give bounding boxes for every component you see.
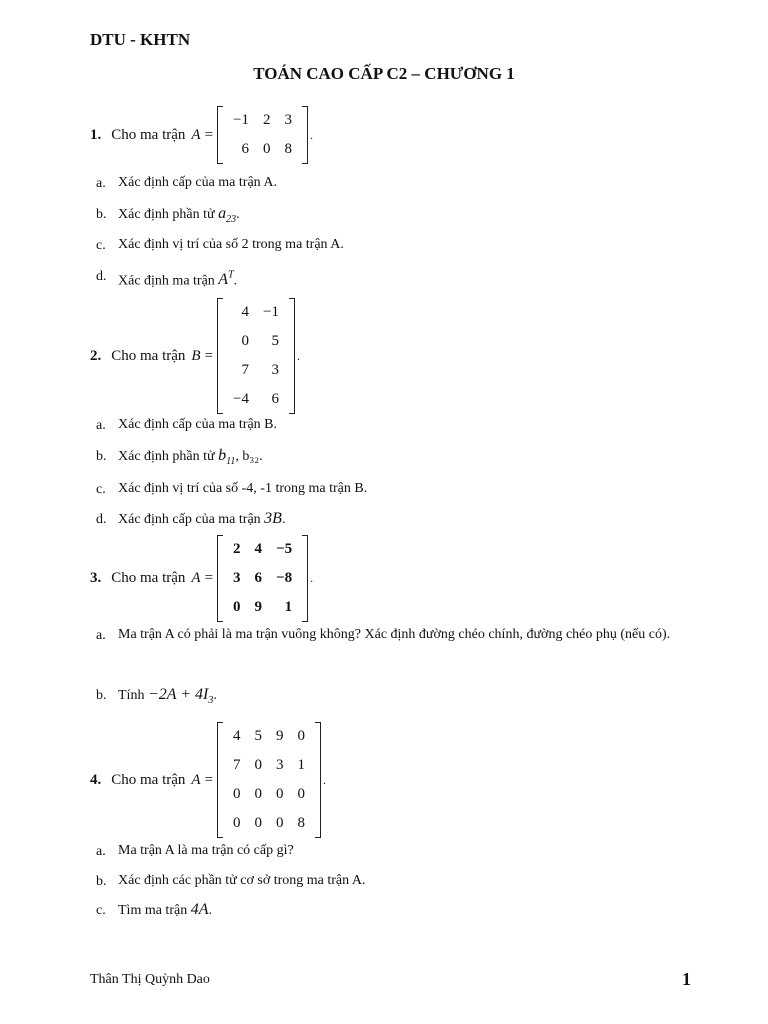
matrix-cell: 0 — [276, 815, 284, 831]
page-number: 1 — [682, 969, 691, 989]
question-item — [96, 512, 678, 536]
matrix — [217, 722, 321, 838]
matrix-cell: 0 — [233, 786, 241, 802]
math-expression: $-2A + 4I_3$ — [147, 686, 214, 707]
question-item — [96, 688, 678, 717]
matrix-cell: 2 — [263, 112, 271, 128]
matrix-cell: 0 — [297, 786, 306, 802]
matrix-cell: 4 — [241, 304, 250, 320]
period: . — [310, 571, 314, 585]
matrix-cell: 0 — [263, 141, 271, 157]
matrix-cell: −1 — [263, 304, 279, 320]
subscript: 23 — [226, 214, 237, 226]
matrix-row — [226, 780, 312, 809]
question-label: d. — [96, 269, 107, 284]
matrix-row — [226, 298, 286, 327]
problem-statement — [90, 106, 313, 164]
matrix-cell: 9 — [254, 599, 263, 615]
matrix-cell: 0 — [241, 333, 250, 349]
question-label: b. — [96, 874, 107, 889]
matrix-cell: −5 — [276, 541, 293, 557]
document-title: TOÁN CAO CẤP C2 – CHƯƠNG 1 — [253, 64, 515, 83]
matrix-cell: 6 — [271, 391, 279, 407]
matrix-table — [226, 298, 286, 414]
problem-number: 4. — [90, 771, 102, 788]
matrix-row — [226, 564, 299, 593]
matrix-cell: 9 — [276, 728, 284, 744]
problem-text: Cho ma trận — [111, 771, 186, 788]
question-text: Tính $-2A + 4I_3$. — [118, 686, 217, 707]
matrix-cell: 0 — [297, 728, 306, 744]
question-item — [96, 628, 678, 651]
question-item — [96, 238, 678, 261]
question-text: Ma trận A có phải là ma trận vuông không? Xác định đường chéo chính, đường chéo phụ (nếu có). — [118, 627, 671, 642]
matrix-cell: 1 — [284, 599, 293, 615]
question-text: Tìm ma trận 4A. — [118, 901, 212, 918]
problem-text: Cho ma trận — [111, 126, 186, 143]
math-expression: 3B — [264, 510, 282, 527]
matrix-row — [226, 722, 312, 751]
question-label: b. — [96, 449, 107, 464]
question-item — [96, 418, 678, 441]
matrix-table — [226, 106, 299, 164]
matrix-variable: B — [191, 347, 201, 364]
matrix-row — [226, 135, 299, 164]
matrix-cell: 0 — [254, 815, 263, 831]
matrix-row — [226, 751, 312, 780]
problem-text: Cho ma trận — [111, 347, 186, 364]
question-label: a. — [96, 844, 106, 859]
matrix-cell: 4 — [233, 728, 241, 744]
problem-statement — [90, 535, 313, 622]
question-text: Ma trận A là ma trận có cấp gì? — [118, 843, 294, 858]
question-item — [96, 269, 678, 297]
question-item — [96, 844, 678, 867]
matrix-cell: 7 — [233, 757, 241, 773]
question-text: Xác định cấp của ma trận B. — [118, 417, 277, 432]
matrix — [217, 106, 308, 164]
matrix-variable: A — [191, 126, 201, 143]
question-text: Xác định cấp của ma trận 3B. — [118, 510, 286, 527]
problem-statement — [90, 298, 300, 414]
matrix-row — [226, 593, 299, 622]
question-label: b. — [96, 688, 107, 703]
question-item — [96, 482, 678, 505]
problem-number: 2. — [90, 347, 102, 364]
matrix-cell: 6 — [254, 570, 263, 586]
matrix-cell: 0 — [276, 786, 284, 802]
period: . — [323, 772, 327, 787]
math-expression: $b_{11}$ — [218, 447, 236, 468]
question-item — [96, 176, 678, 199]
matrix-variable: A — [191, 771, 201, 788]
question-text: Xác định phần tử $b_{11}$, b₃₂. — [118, 447, 263, 468]
matrix — [217, 535, 308, 622]
math-expression: $a_{23}$ — [218, 205, 237, 226]
question-label: b. — [96, 207, 107, 222]
question-label: d. — [96, 512, 107, 527]
matrix-row — [226, 356, 286, 385]
matrix-cell: 0 — [233, 599, 241, 615]
matrix-cell: 3 — [233, 570, 241, 586]
matrix-cell: 3 — [276, 757, 284, 773]
matrix-cell: 5 — [254, 728, 263, 744]
problem-text: Cho ma trận — [111, 570, 186, 586]
matrix-table — [226, 535, 299, 622]
matrix-row — [226, 809, 312, 838]
question-text: Xác định phần tử $a_{23}$. — [118, 205, 240, 226]
question-label: c. — [96, 238, 106, 253]
equals-sign: = — [204, 126, 214, 143]
math-expression: $A^T$ — [218, 270, 234, 289]
matrix-variable: A — [191, 570, 201, 586]
matrix-row — [226, 535, 299, 564]
matrix-row — [226, 106, 299, 135]
matrix-cell: −1 — [233, 112, 250, 128]
matrix-cell: 3 — [284, 112, 293, 128]
matrix-cell: 7 — [241, 362, 250, 378]
subscript: 3 — [208, 695, 214, 707]
matrix-cell: 4 — [254, 541, 263, 557]
question-text: Xác định vị trí của số 2 trong ma trận A. — [118, 237, 344, 252]
matrix-cell: 1 — [297, 757, 306, 773]
matrix-row — [226, 327, 286, 356]
question-item — [96, 903, 678, 927]
matrix-cell: 2 — [233, 541, 241, 557]
matrix-cell: 0 — [233, 815, 241, 831]
equals-sign: = — [204, 347, 214, 364]
matrix-cell: 3 — [271, 362, 279, 378]
matrix-cell: 5 — [271, 333, 279, 349]
question-text: Xác định các phần tử cơ sở trong ma trận A. — [118, 873, 366, 888]
matrix-cell: −4 — [233, 391, 250, 407]
problem-statement — [90, 722, 326, 838]
math-expression: 4A — [190, 901, 209, 918]
question-text: Xác định vị trí của số -4, -1 trong ma trận B. — [118, 481, 368, 496]
matrix-table — [226, 722, 312, 838]
problem-number: 1. — [90, 126, 102, 143]
superscript: T — [228, 270, 234, 281]
document-header: DTU - KHTN — [90, 30, 191, 49]
matrix — [217, 298, 295, 414]
question-label: a. — [96, 418, 106, 433]
question-label: a. — [96, 628, 106, 643]
matrix-cell: 8 — [297, 815, 306, 831]
period: . — [310, 127, 314, 142]
footer-author: Thân Thị Quỳnh Dao — [90, 972, 210, 987]
question-label: c. — [96, 903, 106, 918]
question-text: Xác định cấp của ma trận A. — [118, 175, 277, 190]
matrix-cell: −8 — [276, 570, 293, 586]
matrix-cell: 0 — [254, 786, 263, 802]
question-label: a. — [96, 176, 106, 191]
period: . — [296, 348, 300, 363]
subscript: 11 — [226, 456, 236, 468]
matrix-cell: 8 — [284, 141, 293, 157]
equals-sign: = — [204, 570, 214, 586]
question-text: Xác định ma trận $A^T$. — [118, 270, 238, 289]
matrix-cell: 0 — [254, 757, 263, 773]
question-label: c. — [96, 482, 106, 497]
problem-number: 3. — [90, 570, 102, 586]
matrix-cell: 6 — [241, 141, 250, 157]
equals-sign: = — [204, 771, 214, 788]
